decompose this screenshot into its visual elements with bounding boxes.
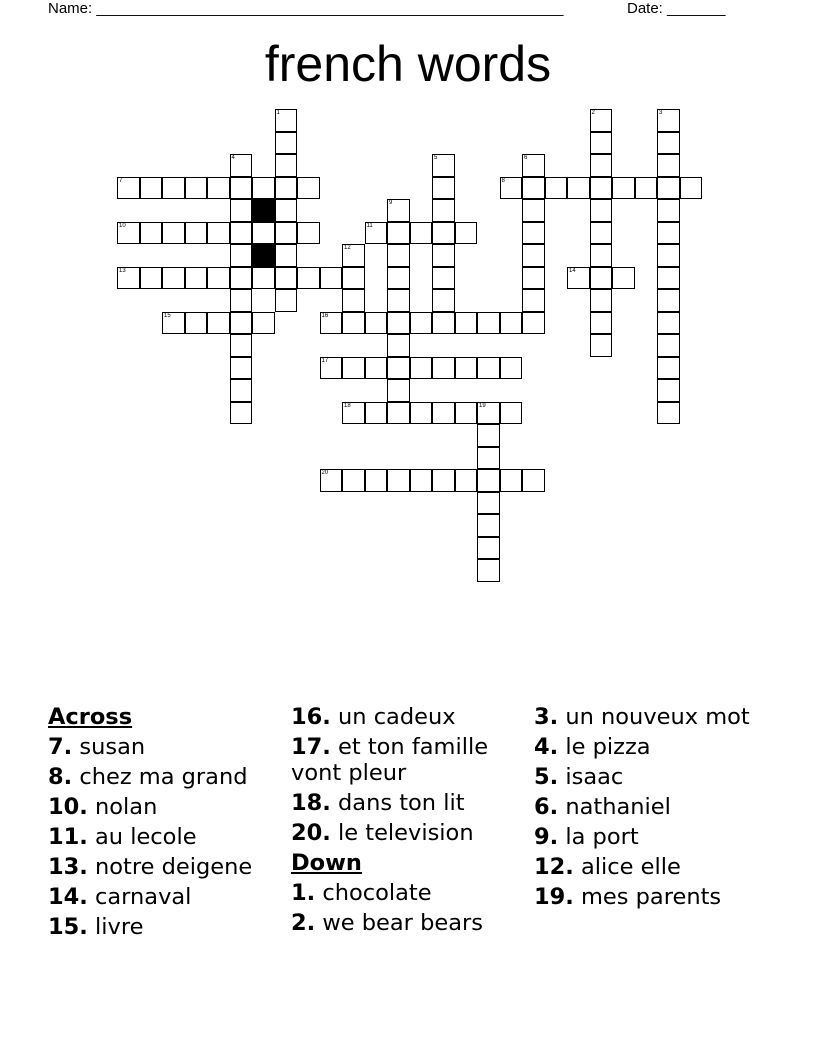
- grid-cell[interactable]: [387, 244, 410, 267]
- grid-cell[interactable]: [432, 312, 455, 335]
- cell-number: 1: [276, 110, 280, 116]
- grid-cell[interactable]: [567, 267, 590, 290]
- page-title: french words: [264, 36, 552, 92]
- grid-cell[interactable]: [522, 199, 545, 222]
- cell-number: 10: [119, 222, 126, 229]
- black-cell: [252, 244, 275, 267]
- grid-cell[interactable]: [275, 154, 298, 177]
- clue-across-18: 18. dans ton lit: [291, 790, 465, 816]
- across-heading: Across: [48, 704, 133, 730]
- grid-cell[interactable]: [140, 267, 163, 290]
- down-heading: Down: [291, 850, 362, 876]
- grid-cell[interactable]: [410, 312, 433, 335]
- grid-cell[interactable]: [275, 109, 298, 132]
- grid-cell[interactable]: [320, 469, 343, 492]
- grid-cell[interactable]: [342, 244, 365, 267]
- grid-cell[interactable]: [567, 177, 590, 200]
- grid-cell[interactable]: [612, 177, 635, 200]
- grid-cell[interactable]: [410, 469, 433, 492]
- clue-across-15: 15. livre: [48, 914, 144, 940]
- grid-cell[interactable]: [432, 154, 455, 177]
- grid-cell[interactable]: [432, 244, 455, 267]
- grid-cell[interactable]: [140, 177, 163, 200]
- grid-cell[interactable]: [275, 199, 298, 222]
- grid-cell[interactable]: [230, 402, 253, 425]
- grid-cell[interactable]: [500, 469, 523, 492]
- clue-down-1: 1. chocolate: [291, 880, 432, 906]
- clues-column-1: [48, 702, 278, 942]
- cell-number: 20: [321, 470, 329, 476]
- grid-cell[interactable]: [477, 514, 500, 537]
- grid-cell[interactable]: [657, 222, 680, 245]
- grid-cell[interactable]: [410, 357, 433, 380]
- grid-cell[interactable]: [365, 312, 388, 335]
- grid-cell[interactable]: [140, 222, 163, 245]
- grid-cell[interactable]: [275, 267, 298, 290]
- grid-cell[interactable]: [185, 312, 208, 335]
- name-field-label: Name: ________________________________________________________: [48, 0, 564, 17]
- grid-cell[interactable]: [455, 312, 478, 335]
- grid-cell[interactable]: [275, 244, 298, 267]
- grid-cell[interactable]: [522, 177, 545, 200]
- grid-cell[interactable]: [477, 537, 500, 560]
- grid-cell[interactable]: [432, 289, 455, 312]
- grid-cell[interactable]: [522, 154, 545, 177]
- clue-down-4: 4. le pizza: [534, 734, 651, 760]
- grid-cell[interactable]: [500, 312, 523, 335]
- grid-cell[interactable]: [252, 312, 275, 335]
- grid-cell[interactable]: [590, 177, 613, 200]
- grid-cell[interactable]: [297, 267, 320, 290]
- clue-down-12: 12. alice elle: [534, 854, 681, 880]
- grid-cell[interactable]: [432, 177, 455, 200]
- grid-cell[interactable]: [117, 222, 140, 245]
- grid-cell[interactable]: [522, 312, 545, 335]
- grid-cell[interactable]: [387, 379, 410, 402]
- grid-cell[interactable]: [657, 244, 680, 267]
- grid-cell[interactable]: [162, 222, 185, 245]
- grid-cell[interactable]: [657, 357, 680, 380]
- grid-cell[interactable]: [320, 267, 343, 290]
- grid-cell[interactable]: [477, 492, 500, 515]
- grid-cell[interactable]: [230, 334, 253, 357]
- grid-cell[interactable]: [590, 199, 613, 222]
- grid-cell[interactable]: [230, 379, 253, 402]
- grid-cell[interactable]: [590, 222, 613, 245]
- clue-across-7: 7. susan: [48, 734, 146, 760]
- grid-cell[interactable]: [342, 267, 365, 290]
- cell-number: 8: [501, 177, 505, 184]
- grid-cell[interactable]: [252, 267, 275, 290]
- clue-across-10: 10. nolan: [48, 794, 158, 820]
- grid-cell[interactable]: [657, 312, 680, 335]
- clue-down-2: 2. we bear bears: [291, 910, 483, 936]
- grid-cell[interactable]: [432, 222, 455, 245]
- grid-cell[interactable]: [657, 199, 680, 222]
- grid-cell[interactable]: [432, 357, 455, 380]
- grid-cell[interactable]: [387, 402, 410, 425]
- grid-cell[interactable]: [252, 222, 275, 245]
- grid-cell[interactable]: [297, 222, 320, 245]
- grid-cell[interactable]: [275, 289, 298, 312]
- grid-cell[interactable]: [635, 177, 658, 200]
- grid-cell[interactable]: [522, 289, 545, 312]
- grid-cell[interactable]: [432, 267, 455, 290]
- date-field-label: Date: _______: [627, 0, 726, 17]
- grid-cell[interactable]: [162, 177, 185, 200]
- cell-number: 13: [119, 267, 126, 274]
- grid-cell[interactable]: [342, 289, 365, 312]
- grid-cell[interactable]: [207, 222, 230, 245]
- cell-number: 9: [389, 200, 393, 206]
- grid-cell[interactable]: [657, 154, 680, 177]
- clues-column-3: [534, 702, 766, 912]
- grid-cell[interactable]: [657, 334, 680, 357]
- clue-down-5: 5. isaac: [534, 764, 624, 790]
- grid-cell[interactable]: [162, 267, 185, 290]
- grid-cell[interactable]: [252, 177, 275, 200]
- cell-number: 19: [479, 402, 486, 409]
- cell-number: 12: [344, 245, 351, 251]
- grid-cell[interactable]: [432, 199, 455, 222]
- clues-column-2: [291, 702, 523, 938]
- grid-cell[interactable]: [297, 177, 320, 200]
- grid-cell[interactable]: [477, 357, 500, 380]
- grid-cell[interactable]: [275, 132, 298, 155]
- cell-number: 4: [231, 155, 235, 161]
- grid-cell[interactable]: [387, 199, 410, 222]
- grid-cell[interactable]: [410, 402, 433, 425]
- clue-across-20: 20. le television: [291, 820, 474, 846]
- grid-cell[interactable]: [230, 312, 253, 335]
- grid-cell[interactable]: [657, 289, 680, 312]
- grid-cell[interactable]: [342, 469, 365, 492]
- grid-cell[interactable]: [230, 244, 253, 267]
- grid-cell[interactable]: [477, 559, 500, 582]
- grid-cell[interactable]: [275, 177, 298, 200]
- grid-cell[interactable]: [387, 289, 410, 312]
- grid-cell[interactable]: [455, 469, 478, 492]
- grid-cell[interactable]: [387, 334, 410, 357]
- grid-cell[interactable]: [185, 177, 208, 200]
- grid-cell[interactable]: [657, 402, 680, 425]
- cell-number: 3: [659, 110, 663, 116]
- grid-cell[interactable]: [522, 267, 545, 290]
- cell-number: 18: [344, 402, 351, 409]
- grid-cell[interactable]: [387, 469, 410, 492]
- cell-number: 17: [321, 357, 329, 364]
- grid-cell[interactable]: [342, 312, 365, 335]
- cell-number: 2: [591, 110, 595, 116]
- grid-cell[interactable]: [680, 177, 703, 200]
- grid-cell[interactable]: [545, 177, 568, 200]
- grid-cell[interactable]: [342, 402, 365, 425]
- grid-cell[interactable]: [590, 244, 613, 267]
- grid-cell[interactable]: [522, 469, 545, 492]
- grid-cell[interactable]: [185, 267, 208, 290]
- grid-cell[interactable]: [207, 177, 230, 200]
- grid-cell[interactable]: [387, 267, 410, 290]
- grid-cell[interactable]: [342, 357, 365, 380]
- clue-down-19: 19. mes parents: [534, 884, 722, 910]
- cell-number: 5: [434, 155, 438, 161]
- grid-cell[interactable]: [455, 222, 478, 245]
- grid-cell[interactable]: [275, 222, 298, 245]
- grid-cell[interactable]: [410, 222, 433, 245]
- grid-cell[interactable]: [320, 357, 343, 380]
- grid-cell[interactable]: [500, 402, 523, 425]
- grid-cell[interactable]: [365, 402, 388, 425]
- grid-cell[interactable]: [590, 267, 613, 290]
- cell-number: 16: [321, 312, 329, 319]
- grid-cell[interactable]: [612, 267, 635, 290]
- grid-cell[interactable]: [230, 357, 253, 380]
- clue-across-14: 14. carnaval: [48, 884, 192, 910]
- grid-cell[interactable]: [230, 177, 253, 200]
- grid-cell[interactable]: [365, 222, 388, 245]
- grid-cell[interactable]: [387, 357, 410, 380]
- grid-cell[interactable]: [657, 132, 680, 155]
- black-cell: [252, 199, 275, 222]
- grid-cell[interactable]: [455, 402, 478, 425]
- grid-cell[interactable]: [477, 469, 500, 492]
- grid-cell[interactable]: [320, 312, 343, 335]
- grid-cell[interactable]: [590, 334, 613, 357]
- grid-cell[interactable]: [657, 379, 680, 402]
- cell-number: 11: [366, 222, 373, 229]
- grid-cell[interactable]: [230, 154, 253, 177]
- grid-cell[interactable]: [477, 447, 500, 470]
- grid-cell[interactable]: [432, 402, 455, 425]
- grid-cell[interactable]: [500, 177, 523, 200]
- grid-cell[interactable]: [657, 177, 680, 200]
- grid-cell[interactable]: [230, 199, 253, 222]
- cell-number: 14: [569, 267, 576, 274]
- grid-cell[interactable]: [230, 289, 253, 312]
- grid-cell[interactable]: [365, 357, 388, 380]
- grid-cell[interactable]: [387, 222, 410, 245]
- grid-cell[interactable]: [477, 424, 500, 447]
- grid-cell[interactable]: [207, 267, 230, 290]
- grid-cell[interactable]: [207, 312, 230, 335]
- clue-across-17: 17. et ton famille vont pleur: [291, 734, 489, 786]
- grid-cell[interactable]: [387, 312, 410, 335]
- grid-cell[interactable]: [657, 109, 680, 132]
- grid-cell[interactable]: [230, 267, 253, 290]
- grid-cell[interactable]: [455, 357, 478, 380]
- grid-cell[interactable]: [185, 222, 208, 245]
- grid-cell[interactable]: [522, 244, 545, 267]
- cell-number: 15: [164, 312, 171, 319]
- grid-cell[interactable]: [590, 132, 613, 155]
- cell-number: 7: [119, 177, 123, 184]
- grid-cell[interactable]: [432, 469, 455, 492]
- clue-across-13: 13. notre deigene: [48, 854, 253, 880]
- grid-cell[interactable]: [162, 312, 185, 335]
- clue-down-6: 6. nathaniel: [534, 794, 671, 820]
- grid-cell[interactable]: [117, 267, 140, 290]
- grid-cell[interactable]: [500, 357, 523, 380]
- clue-across-11: 11. au lecole: [48, 824, 197, 850]
- grid-cell[interactable]: [590, 289, 613, 312]
- grid-cell[interactable]: [522, 222, 545, 245]
- grid-cell[interactable]: [365, 469, 388, 492]
- grid-cell[interactable]: [590, 154, 613, 177]
- grid-cell[interactable]: [117, 177, 140, 200]
- grid-cell[interactable]: [477, 402, 500, 425]
- grid-cell[interactable]: [477, 312, 500, 335]
- clue-down-9: 9. la port: [534, 824, 639, 850]
- cell-number: 6: [524, 155, 528, 161]
- grid-cell[interactable]: [230, 222, 253, 245]
- grid-cell[interactable]: [657, 267, 680, 290]
- clue-across-8: 8. chez ma grand: [48, 764, 248, 790]
- grid-cell[interactable]: [590, 312, 613, 335]
- clue-across-16: 16. un cadeux: [291, 704, 456, 730]
- clue-down-3: 3. un nouveux mot: [534, 704, 750, 730]
- grid-cell[interactable]: [590, 109, 613, 132]
